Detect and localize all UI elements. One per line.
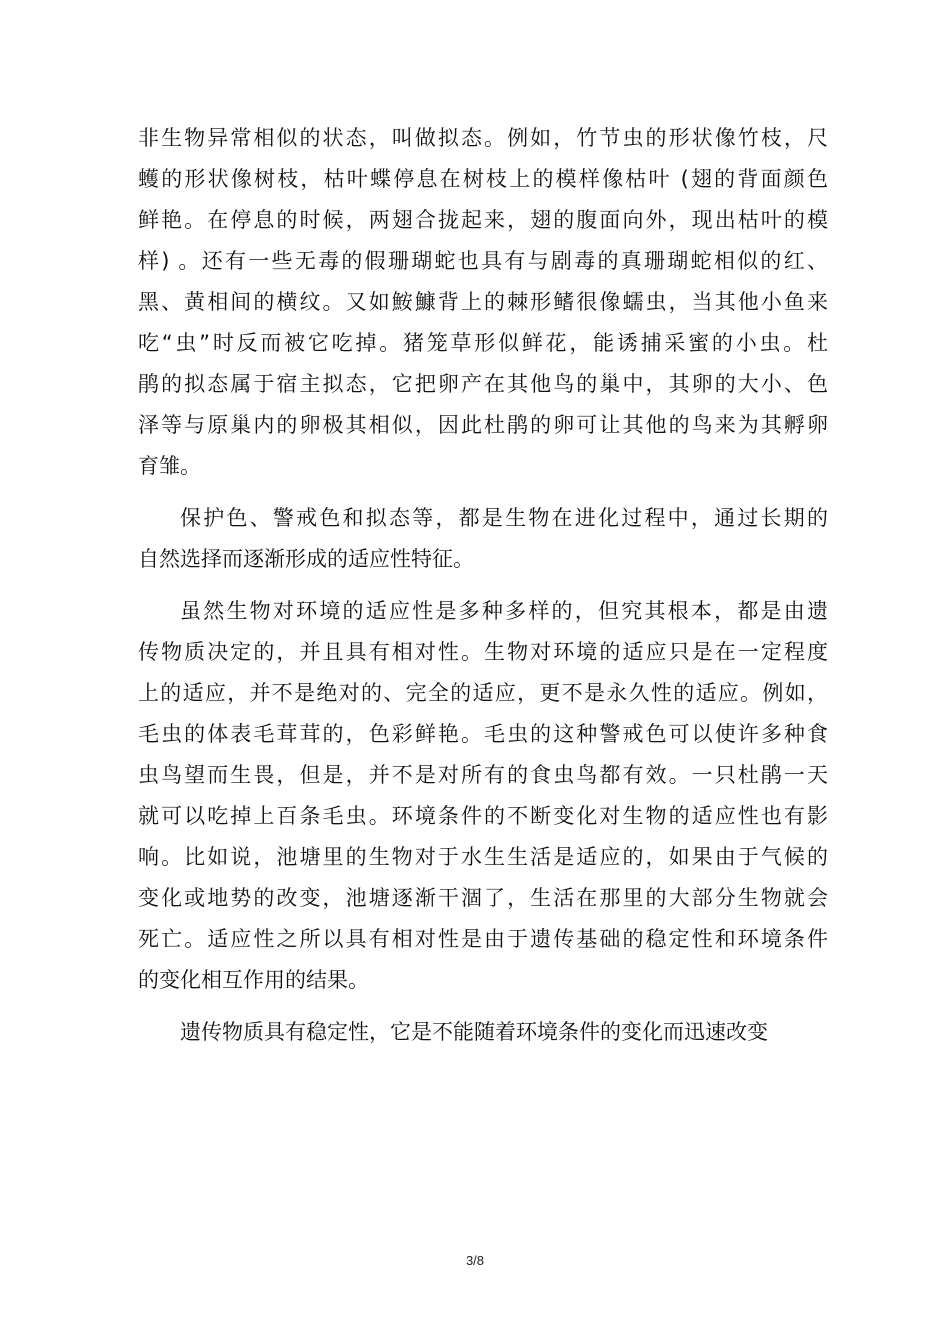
text-line: 变化或地势的改变，池塘逐渐干涸了，生活在那里的大部分生物就会	[138, 886, 828, 910]
text-line: 蠖的形状像树枝，枯叶蝶停息在树枝上的模样像枯叶 (翅的背面颜色	[138, 167, 828, 191]
text-line: 黑、黄相间的横纹。又如鮟鱇背上的棘形鳍很像蠕虫，当其他小鱼来	[138, 290, 828, 314]
text-line: 虫鸟望而生畏，但是，并不是对所有的食虫鸟都有效。一只杜鹃一天	[138, 763, 828, 787]
text-line: 上的适应，并不是绝对的、完全的适应，更不是永久性的适应。例如，	[138, 681, 828, 705]
text-line: 遗传物质具有稳定性，它是不能随着环境条件的变化而迅速改变	[180, 1020, 768, 1044]
text-line: 鲜艳。在停息的时候，两翅合拢起来，翅的腹面向外，现出枯叶的模	[138, 208, 828, 232]
text-line: 虽然生物对环境的适应性是多种多样的，但究其根本，都是由遗	[180, 599, 828, 623]
text-line: 保护色、警戒色和拟态等，都是生物在进化过程中，通过长期的	[180, 506, 828, 530]
text-line: 就可以吃掉上百条毛虫。环境条件的不断变化对生物的适应性也有影	[138, 804, 828, 828]
paragraph-1	[138, 118, 828, 487]
text-line: 自然选择而逐渐形成的适应性特征。	[138, 547, 474, 571]
paragraph-2	[138, 498, 828, 580]
paragraph-4	[138, 1012, 828, 1053]
text-line: 鹃的拟态属于宿主拟态，它把卵产在其他鸟的巢中，其卵的大小、色	[138, 372, 828, 396]
text-line: 吃“虫”时反而被它吃掉。猪笼草形似鲜花，能诱捕采蜜的小虫。杜	[138, 331, 828, 355]
text-line: 的变化相互作用的结果。	[138, 968, 369, 992]
text-line: 泽等与原巢内的卵极其相似，因此杜鹃的卵可让其他的鸟来为其孵卵	[138, 413, 828, 437]
text-line: 非生物异常相似的状态，叫做拟态。例如，竹节虫的形状像竹枝，尺	[138, 126, 828, 150]
paragraph-gap	[138, 487, 828, 498]
text-line: 响。比如说，池塘里的生物对于水生生活是适应的，如果由于气候的	[138, 845, 828, 869]
text-line: 样) 。还有一些无毒的假珊瑚蛇也具有与剧毒的真珊瑚蛇相似的红、	[138, 249, 828, 273]
text-line: 传物质决定的，并且具有相对性。生物对环境的适应只是在一定程度	[138, 640, 828, 664]
paragraph-3	[138, 591, 828, 1001]
text-line: 毛虫的体表毛茸茸的，色彩鲜艳。毛虫的这种警戒色可以使许多种食	[138, 722, 828, 746]
paragraph-gap	[138, 1001, 828, 1012]
body-text	[138, 118, 828, 1053]
page-number: 3/8	[465, 1253, 485, 1268]
text-line: 死亡。适应性之所以具有相对性是由于遗传基础的稳定性和环境条件	[138, 927, 828, 951]
paragraph-gap	[138, 580, 828, 591]
text-line: 育雏。	[138, 454, 201, 478]
